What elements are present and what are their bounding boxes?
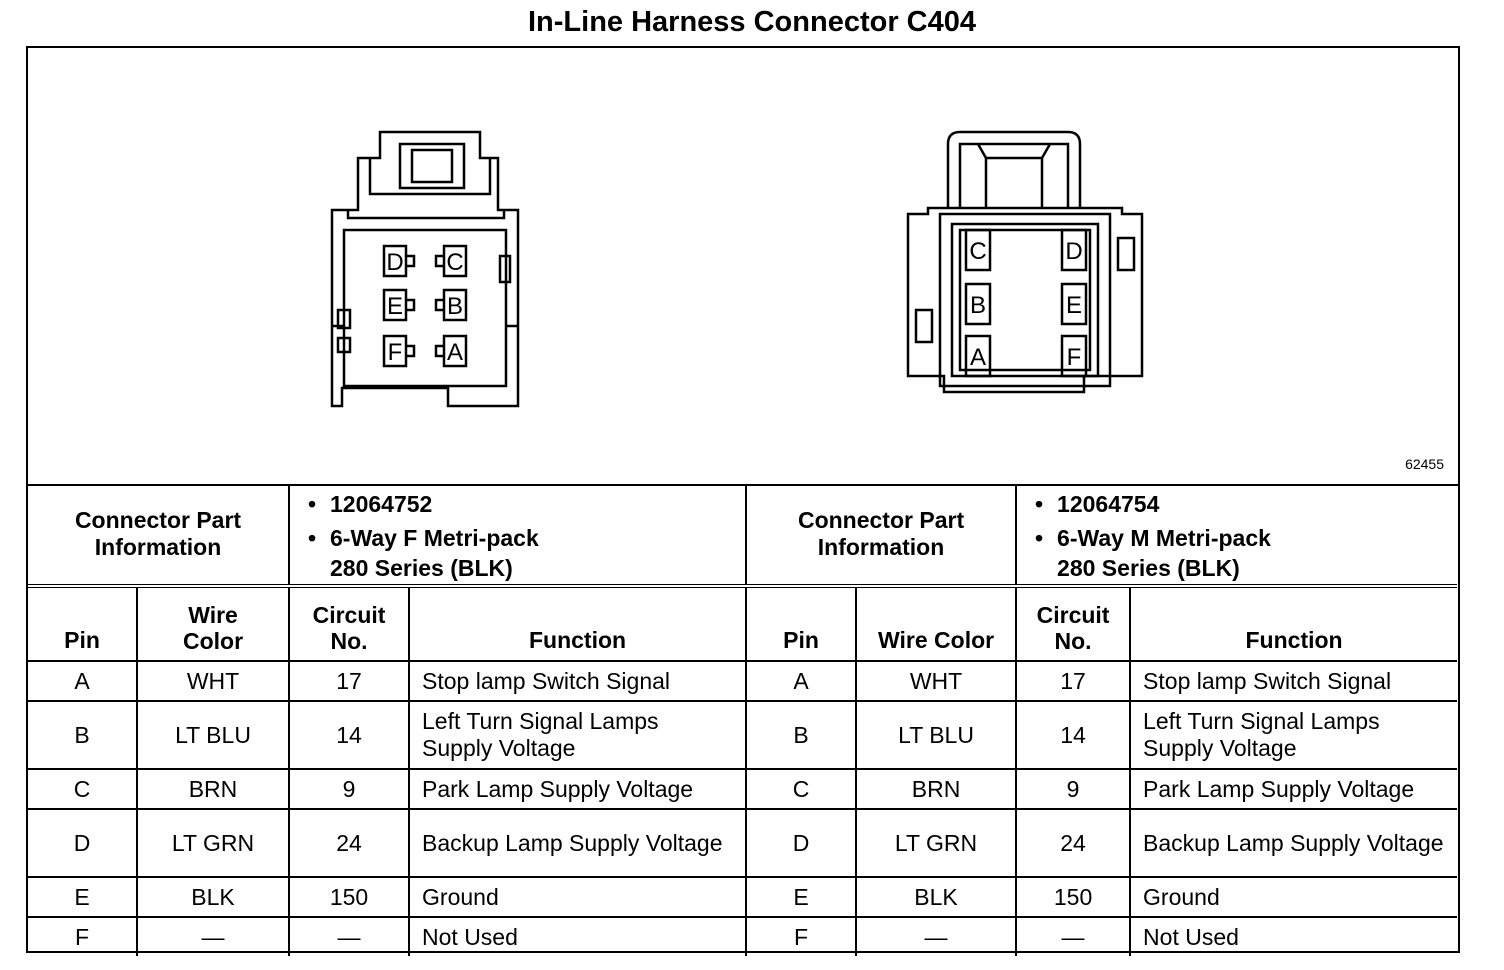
function-cell: Backup Lamp Supply Voltage <box>409 809 746 877</box>
header-pin-right: Pin <box>746 586 856 661</box>
male-pin-label-5: A <box>969 344 987 371</box>
function-cell: Ground <box>409 877 746 917</box>
wire-color-cell: WHT <box>137 661 289 701</box>
wire-color-cell: BRN <box>856 769 1016 809</box>
pin-cell: B <box>746 701 856 769</box>
table-row <box>28 917 1457 956</box>
wire-color-cell: BRN <box>137 769 289 809</box>
connector-diagram <box>28 48 1458 486</box>
male-connector-drawing <box>908 132 1142 392</box>
function-cell: Stop lamp Switch Signal <box>409 661 746 701</box>
connector-frame <box>26 46 1460 953</box>
left-info-label-line2: Information <box>94 534 222 560</box>
function-cell: Ground <box>1130 877 1457 917</box>
female-connector-drawing <box>332 132 518 406</box>
left-part-type: 6-Way F Metri-pack <box>330 525 539 551</box>
wire-color-cell: — <box>137 917 289 956</box>
pin-cell: C <box>746 769 856 809</box>
circuit-cell: — <box>289 917 409 956</box>
right-info-label-cell <box>746 484 1016 586</box>
wire-color-cell: — <box>856 917 1016 956</box>
table-row <box>28 661 1457 701</box>
female-pin-label-4: B <box>446 293 464 320</box>
function-cell: Backup Lamp Supply Voltage <box>1130 809 1457 877</box>
wire-color-cell: BLK <box>856 877 1016 917</box>
header-pin-left: Pin <box>28 586 137 661</box>
right-part-type: 6-Way M Metri-pack <box>1057 525 1271 551</box>
pin-cell: E <box>746 877 856 917</box>
right-part-number: 12064754 <box>1057 491 1160 517</box>
page-title: In-Line Harness Connector C404 <box>528 6 976 38</box>
circuit-cell: 14 <box>289 701 409 769</box>
table-row <box>28 877 1457 917</box>
header-wire-color-right: Wire Color <box>856 586 1016 661</box>
pin-cell: F <box>746 917 856 956</box>
wire-color-cell: LT BLU <box>137 701 289 769</box>
circuit-cell: 150 <box>289 877 409 917</box>
header-function-left: Function <box>409 586 746 661</box>
circuit-cell: 14 <box>1016 701 1130 769</box>
wire-color-cell: WHT <box>856 661 1016 701</box>
female-pin-label-5: F <box>387 339 403 366</box>
pin-cell: E <box>28 877 137 917</box>
right-info-label-line2: Information <box>817 534 945 560</box>
wire-color-cell: BLK <box>137 877 289 917</box>
circuit-cell: 9 <box>1016 769 1130 809</box>
circuit-cell: — <box>1016 917 1130 956</box>
right-info-label-line1: Connector Part <box>797 507 965 533</box>
wire-color-cell: LT BLU <box>856 701 1016 769</box>
function-cell: Park Lamp Supply Voltage <box>1130 769 1457 809</box>
male-pin-label-1: C <box>969 238 987 265</box>
function-cell: Left Turn Signal Lamps Supply Voltage <box>1130 701 1457 769</box>
function-cell: Not Used <box>409 917 746 956</box>
table-row <box>28 809 1457 877</box>
pin-cell: C <box>28 769 137 809</box>
male-pin-label-4: E <box>1065 292 1083 319</box>
function-cell: Left Turn Signal Lamps Supply Voltage <box>409 701 746 769</box>
function-cell: Stop lamp Switch Signal <box>1130 661 1457 701</box>
circuit-cell: 17 <box>1016 661 1130 701</box>
male-pin-label-3: B <box>969 292 987 319</box>
pin-cell: B <box>28 701 137 769</box>
table-row <box>28 769 1457 809</box>
left-info-values-cell: • 12064752 • 6-Way F Metri-pack 280 Series (BLK) <box>289 484 746 586</box>
pin-cell: A <box>746 661 856 701</box>
connector-info-row <box>28 484 1457 586</box>
pinout-table <box>28 484 1457 956</box>
left-info-label-line1: Connector Part <box>74 507 242 533</box>
function-cell: Park Lamp Supply Voltage <box>409 769 746 809</box>
pin-cell: D <box>28 809 137 877</box>
figure-reference-number: 62455 <box>1405 456 1444 472</box>
pin-cell: F <box>28 917 137 956</box>
right-part-series: 280 Series (BLK) <box>1057 555 1240 581</box>
connector-drawings <box>28 48 1458 484</box>
male-pin-label-6: F <box>1066 344 1082 371</box>
left-info-label-cell <box>28 484 289 586</box>
circuit-cell: 24 <box>1016 809 1130 877</box>
header-function-right: Function <box>1130 586 1457 661</box>
pin-cell: A <box>28 661 137 701</box>
circuit-cell: 24 <box>289 809 409 877</box>
female-pin-label-6: A <box>446 339 464 366</box>
pin-cell: D <box>746 809 856 877</box>
left-part-number: 12064752 <box>330 491 433 517</box>
header-wire-color-left: Wire Color <box>137 586 289 661</box>
header-circuit-right: Circuit No. <box>1016 586 1130 661</box>
circuit-cell: 150 <box>1016 877 1130 917</box>
female-pin-label-2: C <box>446 249 464 276</box>
header-circuit-left: Circuit No. <box>289 586 409 661</box>
circuit-cell: 17 <box>289 661 409 701</box>
wire-color-cell: LT GRN <box>137 809 289 877</box>
female-pin-label-3: E <box>386 293 404 320</box>
table-header-row <box>28 586 1457 661</box>
table-row <box>28 701 1457 769</box>
right-info-values-cell: • 12064754 • 6-Way M Metri-pack 280 Series (BLK) <box>1016 484 1457 586</box>
circuit-cell: 9 <box>289 769 409 809</box>
male-pin-label-2: D <box>1065 238 1083 265</box>
wire-color-cell: LT GRN <box>856 809 1016 877</box>
female-pin-label-1: D <box>386 249 404 276</box>
function-cell: Not Used <box>1130 917 1457 956</box>
left-part-series: 280 Series (BLK) <box>330 555 513 581</box>
